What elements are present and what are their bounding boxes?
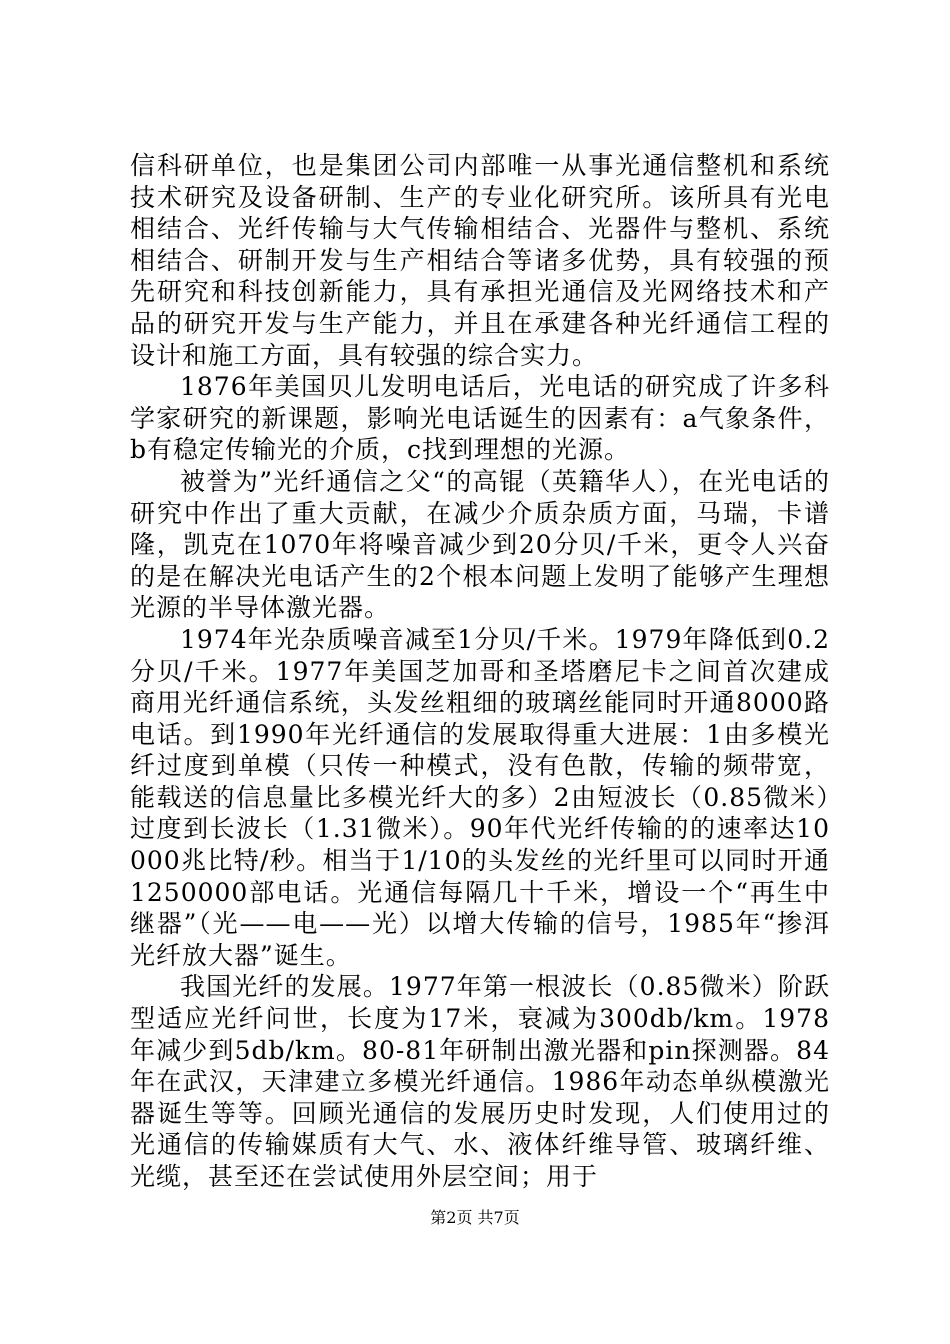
paragraph-intro: 信科研单位，也是集团公司内部唯一从事光通信整机和系统技术研究及设备研制、生产的专业化研究所。该所具有光电相结合、光纤传输与大气传输相结合、光器件与整机、系统相结合、研制开发与生产相结合等诸多优势，具有较强的预先研究和科技创新能力，具有承担光通信及光网络技术和产品的研究开发与生产能力，并且在承建各种光纤通信工程的设计和施工方面，具有较强的综合实力。 xyxy=(130,151,830,370)
paragraph-telephone-history: 1876年美国贝儿发明电话后，光电话的研究成了许多科学家研究的新课题，影响光电话诞生的因素有：a气象条件，b有稳定传输光的介质，c找到理想的光源。 xyxy=(130,372,830,465)
paragraph-charles-kao: 被誉为”光纤通信之父“的高锟（英籍华人），在光电话的研究中作出了重大贡献，在减少介质杂质方面，马瑞，卡谱隆，凯克在1070年将噪音减少到20分贝/千米，更令人兴奋的是在解决光电话产生的2个根本问题上发明了能够产生理想光源的半导体激光器。 xyxy=(130,466,830,623)
paragraph-china-fiber: 我国光纤的发展。1977年第一根波长（0.85微米）阶跃型适应光纤问世，长度为17米，衰减为300db/km。1978年减少到5db/km。80-81年研制出激光器和pin探测器。84年在武汉，天津建立多模光纤通信。1986年动态单纵模激光器诞生等等。回顾光通信的发展历史时发现，人们使用过的光通信的传输媒质有大气、水、液体纤维导管、玻璃纤维、光缆，甚至还在尝试使用外层空间；用于 xyxy=(130,972,830,1191)
page-footer xyxy=(0,1208,950,1228)
document-body xyxy=(130,150,830,1193)
paragraph-fiber-progress: 1974年光杂质噪音减至1分贝/千米。1979年降低到0.2分贝/千米。1977年美国芝加哥和圣塔磨尼卡之间首次建成商用光纤通信系统，头发丝粗细的玻璃丝能同时开通8000路电话。到1990年光纤通信的发展取得重大进展：1由多模光纤过度到单模（只传一种模式，没有色散，传输的频带宽，能载送的信息量比多模光纤大的多）2由短波长（0.85微米）过度到长波长（1.31微米）。90年代光纤传输的的速率达10000兆比特/秒。相当于1/10的头发丝的光纤里可以同时开通1250000部电话。光通信每隔几十千米，增设一个“再生中继器”（光——电——光）以增大传输的信号，1985年“掺洱光纤放大器”诞生。 xyxy=(130,624,830,970)
page-number: 第2页 共7页 xyxy=(430,1208,520,1227)
